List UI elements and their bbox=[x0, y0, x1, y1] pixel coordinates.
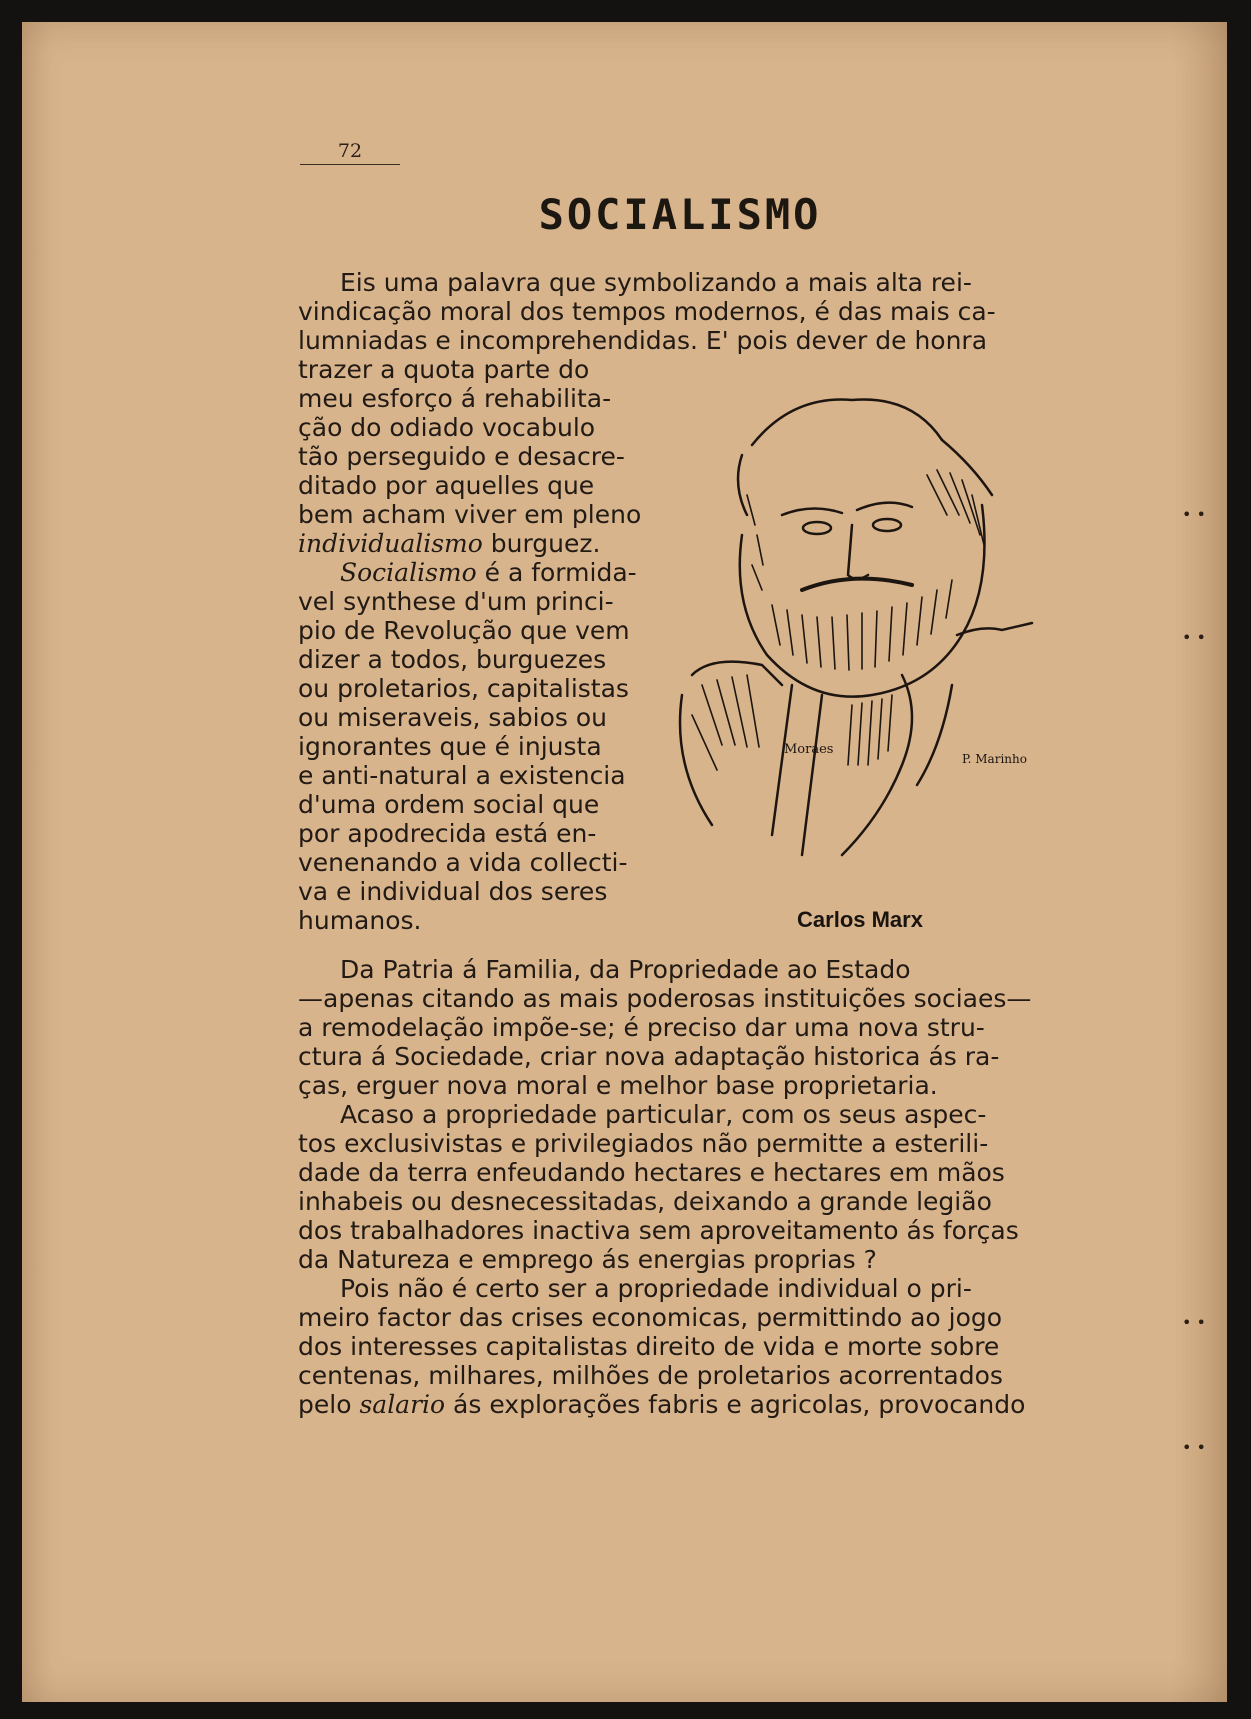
nose bbox=[848, 525, 868, 579]
text-line: ditado por aquelles que bbox=[298, 471, 595, 500]
portrait-caption: Carlos Marx bbox=[797, 907, 923, 932]
text-line: ctura á Sociedade, criar nova adaptação historica ás ra- bbox=[298, 1042, 1000, 1071]
text-line: dade da terra enfeudando hectares e hectares em mãos bbox=[298, 1158, 1005, 1187]
intro-paragraph bbox=[298, 268, 1063, 355]
text-fragment: pelo bbox=[298, 1390, 360, 1419]
text-line: bem acham viver em pleno bbox=[298, 500, 642, 529]
text-line: dos trabalhadores inactiva sem aproveitamento ás forças bbox=[298, 1216, 1019, 1245]
text-line: por apodrecida está en- bbox=[298, 819, 597, 848]
text-fragment: ás explorações fabris e agricolas, provocando bbox=[445, 1390, 1026, 1419]
text-line: meu esforço á rehabilita- bbox=[298, 384, 612, 413]
coat-left-edge bbox=[680, 695, 712, 825]
hair-left bbox=[738, 455, 747, 515]
margin-mark: • • bbox=[1182, 1313, 1206, 1332]
text-line: va e individual dos seres bbox=[298, 877, 608, 906]
text-line: Pois não é certo ser a propriedade individual o pri- bbox=[340, 1274, 972, 1303]
text-line: dizer a todos, burguezes bbox=[298, 645, 607, 674]
text-line: humanos. bbox=[298, 906, 422, 935]
margin-mark: • • bbox=[1182, 1438, 1206, 1457]
margin-mark: • • bbox=[1182, 505, 1206, 524]
coat-right-edge bbox=[917, 685, 952, 785]
coat-left-shoulder bbox=[692, 662, 782, 685]
page-number: 72 bbox=[300, 140, 400, 165]
hair-outline bbox=[752, 400, 942, 446]
text-fragment: burguez. bbox=[482, 529, 601, 558]
text-line: ou miseraveis, sabios ou bbox=[298, 703, 607, 732]
coat-right bbox=[842, 675, 912, 855]
text-line: Eis uma palavra que symbolizando a mais alta rei- bbox=[340, 268, 972, 297]
text-line bbox=[298, 529, 645, 558]
text-line: ção do odiado vocabulo bbox=[298, 413, 596, 442]
text-line: ças, erguer nova moral e melhor base proprietaria. bbox=[298, 1071, 938, 1100]
portrait-illustration bbox=[672, 385, 1072, 895]
text-line: —apenas citando as mais poderosas instituições sociaes— bbox=[298, 984, 1032, 1013]
coat-lapel-inner bbox=[802, 695, 822, 855]
beard-hatching bbox=[747, 470, 984, 670]
coat-lapel-left bbox=[772, 685, 792, 835]
text-line: lumniadas e incomprehendidas. E' pois dever de honra bbox=[298, 326, 988, 355]
signature-left: Moraes bbox=[784, 742, 834, 757]
left-brow bbox=[782, 508, 842, 515]
text-line: dos interesses capitalistas direito de vida e morte sobre bbox=[298, 1332, 1000, 1361]
right-eye bbox=[873, 519, 901, 531]
text-line: vindicação moral dos tempos modernos, é das mais ca- bbox=[298, 297, 996, 326]
text-line: Acaso a propriedade particular, com os seus aspec- bbox=[340, 1100, 987, 1129]
text-fragment: é a formida- bbox=[476, 558, 637, 587]
text-line: centenas, milhares, milhões de proletarios acorrentados bbox=[298, 1361, 1003, 1390]
signature-right: P. Marinho bbox=[962, 752, 1027, 766]
margin-mark: • • bbox=[1182, 628, 1206, 647]
right-brow bbox=[857, 503, 912, 510]
text-line: inhabeis ou desnecessitadas, deixando a grande legião bbox=[298, 1187, 992, 1216]
text-line: pio de Revolução que vem bbox=[298, 616, 630, 645]
narrow-column bbox=[298, 355, 645, 935]
text-line: ou proletarios, capitalistas bbox=[298, 674, 629, 703]
text-line: e anti-natural a existencia bbox=[298, 761, 626, 790]
text-line: ignorantes que é injusta bbox=[298, 732, 602, 761]
text-line: vel synthese d'um princi- bbox=[298, 587, 614, 616]
page-title: SOCIALISMO bbox=[538, 190, 822, 239]
text-line: tos exclusivistas e privilegiados não permitte a esterili- bbox=[298, 1129, 989, 1158]
hair-right bbox=[942, 440, 992, 495]
text-line: tão perseguido e desacre- bbox=[298, 442, 625, 471]
text-line: da Natureza e emprego ás energias proprias ? bbox=[298, 1245, 877, 1274]
text-line: d'uma ordem social que bbox=[298, 790, 600, 819]
italic-word: Socialismo bbox=[340, 558, 477, 587]
text-line: Da Patria á Familia, da Propriedade ao Estado bbox=[340, 955, 911, 984]
italic-word: salario bbox=[359, 1390, 446, 1419]
italic-word: individualismo bbox=[298, 529, 483, 558]
text-line bbox=[298, 558, 645, 587]
text-line: venenando a vida collecti- bbox=[298, 848, 628, 877]
left-eye bbox=[803, 522, 831, 534]
text-line: a remodelação impõe-se; é preciso dar uma nova stru- bbox=[298, 1013, 985, 1042]
text-line: meiro factor das crises economicas, permittindo ao jogo bbox=[298, 1303, 1003, 1332]
lower-text bbox=[298, 955, 1063, 1419]
text-line bbox=[298, 1390, 1063, 1419]
text-line: trazer a quota parte do bbox=[298, 355, 590, 384]
moustache bbox=[802, 579, 912, 590]
